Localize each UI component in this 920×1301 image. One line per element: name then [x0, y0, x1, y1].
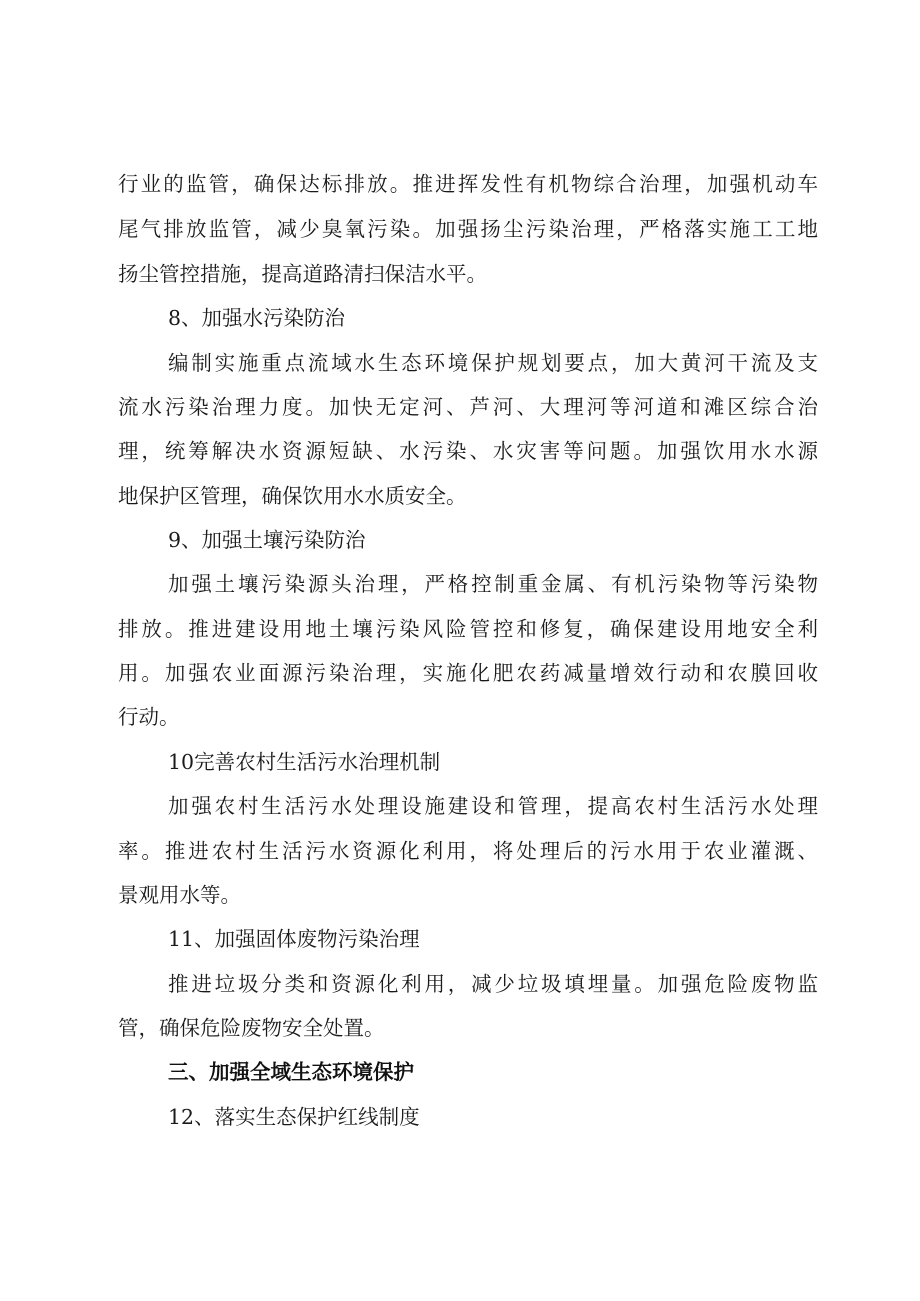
paragraph-line: 景观用水等。 — [118, 883, 241, 907]
paragraph-line: 管，确保危险废物安全处置。 — [118, 1016, 385, 1040]
paragraph-line: 加强农村生活污水处理设施建设和管理，提高农村生活污水处理 — [168, 794, 818, 818]
paragraph-line: 排放。推进建设用地土壤污染风险管控和修复，确保建设用地安全利 — [118, 617, 818, 641]
paragraph-line: 编制实施重点流域水生态环境保护规划要点，加大黄河干流及支 — [168, 351, 818, 375]
subsection-heading-9: 9、加强土壤污染防治 — [168, 528, 366, 552]
subsection-heading-11: 11、加强固体废物污染治理 — [168, 927, 420, 951]
paragraph-line: 用。加强农业面源污染治理，实施化肥农药减量增效行动和农膜回收 — [118, 661, 818, 685]
paragraph-line: 理，统筹解决水资源短缺、水污染、水灾害等问题。加强饮用水水源 — [118, 439, 818, 463]
paragraph-line: 推进垃圾分类和资源化利用，减少垃圾填埋量。加强危险废物监 — [168, 972, 818, 996]
paragraph-line: 地保护区管理，确保饮用水水质安全。 — [118, 484, 467, 508]
paragraph-line: 率。推进农村生活污水资源化利用，将处理后的污水用于农业灌溉、 — [118, 839, 818, 863]
paragraph-line: 尾气排放监管，减少臭氧污染。加强扬尘污染治理，严格落实施工工地 — [118, 217, 818, 241]
paragraph-line: 行动。 — [118, 705, 180, 729]
section-heading-3: 三、加强全域生态环境保护 — [168, 1060, 414, 1084]
paragraph-line: 扬尘管控措施，提高道路清扫保洁水平。 — [118, 262, 487, 286]
subsection-heading-12: 12、落实生态保护红线制度 — [168, 1105, 420, 1129]
paragraph-line: 加强土壤污染源头治理，严格控制重金属、有机污染物等污染物 — [168, 572, 818, 596]
paragraph-line: 行业的监管，确保达标排放。推进挥发性有机物综合治理，加强机动车 — [118, 172, 818, 196]
subsection-heading-8: 8、加强水污染防治 — [168, 306, 346, 330]
paragraph-line: 流水污染治理力度。加快无定河、芦河、大理河等河道和滩区综合治 — [118, 395, 818, 419]
subsection-heading-10: 10完善农村生活污水治理机制 — [168, 750, 441, 774]
